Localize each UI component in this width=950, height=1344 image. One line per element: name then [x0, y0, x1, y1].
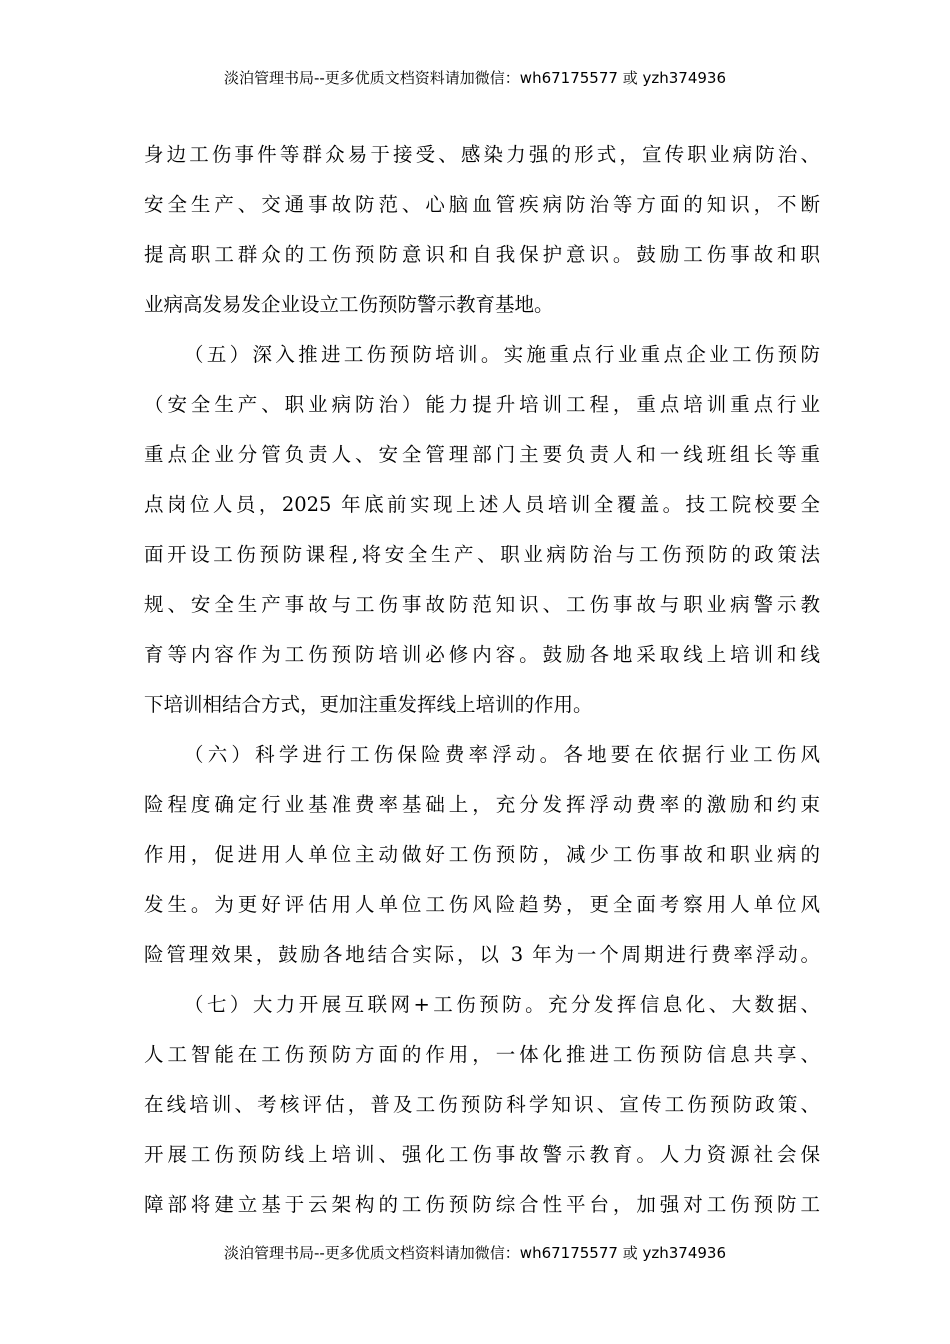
page-footer: 淡泊管理书局--更多优质文档资料请加微信：wh67175577 或 yzh374936: [223, 1244, 726, 1262]
body-line: 身边工伤事件等群众易于接受、感染力强的形式，宣传职业病防治、: [144, 143, 820, 166]
body-line: 提高职工群众的工伤预防意识和自我保护意识。鼓励工伤事故和职: [144, 243, 820, 266]
body-line: 规、安全生产事故与工伤事故防范知识、工伤事故与职业病警示教: [144, 593, 820, 616]
body-line: 业病高发易发企业设立工伤预防警示教育基地。: [144, 293, 554, 316]
paragraph-7-heading-line: （七）大力开展互联网+工伤预防。充分发挥信息化、大数据、: [184, 993, 820, 1016]
body-line: 险管理效果，鼓励各地结合实际，以 3 年为一个周期进行费率浮动。: [144, 943, 820, 966]
body-line: 重点企业分管负责人、安全管理部门主要负责人和一线班组长等重: [144, 443, 820, 466]
body-line: 险程度确定行业基准费率基础上，充分发挥浮动费率的激励和约束: [144, 793, 820, 816]
body-line: 作用，促进用人单位主动做好工伤预防，减少工伤事故和职业病的: [144, 843, 820, 866]
paragraph-6-heading-line: （六）科学进行工伤保险费率浮动。各地要在依据行业工伤风: [184, 743, 820, 766]
paragraph-5-heading-line: （五）深入推进工伤预防培训。实施重点行业重点企业工伤预防: [184, 343, 820, 366]
body-line: 开展工伤预防线上培训、强化工伤事故警示教育。人力资源社会保: [144, 1143, 820, 1166]
document-body: [144, 130, 820, 1230]
body-line: 障部将建立基于云架构的工伤预防综合性平台，加强对工伤预防工: [144, 1193, 820, 1216]
body-line: 人工智能在工伤预防方面的作用，一体化推进工伤预防信息共享、: [144, 1043, 820, 1066]
page-header: 淡泊管理书局--更多优质文档资料请加微信：wh67175577 或 yzh374936: [223, 69, 726, 87]
body-line: 下培训相结合方式，更加注重发挥线上培训的作用。: [144, 693, 593, 716]
body-line: 安全生产、交通事故防范、心脑血管疾病防治等方面的知识，不断: [144, 193, 820, 216]
body-line: 面开设工伤预防课程,将安全生产、职业病防治与工伤预防的政策法: [144, 543, 820, 566]
body-line: 发生。为更好评估用人单位工伤风险趋势，更全面考察用人单位风: [144, 893, 820, 916]
body-line: 育等内容作为工伤预防培训必修内容。鼓励各地采取线上培训和线: [144, 643, 820, 666]
body-line: （安全生产、职业病防治）能力提升培训工程，重点培训重点行业: [144, 393, 820, 416]
body-line: 点岗位人员，2025 年底前实现上述人员培训全覆盖。技工院校要全: [144, 493, 820, 516]
body-line: 在线培训、考核评估，普及工伤预防科学知识、宣传工伤预防政策、: [144, 1093, 820, 1116]
